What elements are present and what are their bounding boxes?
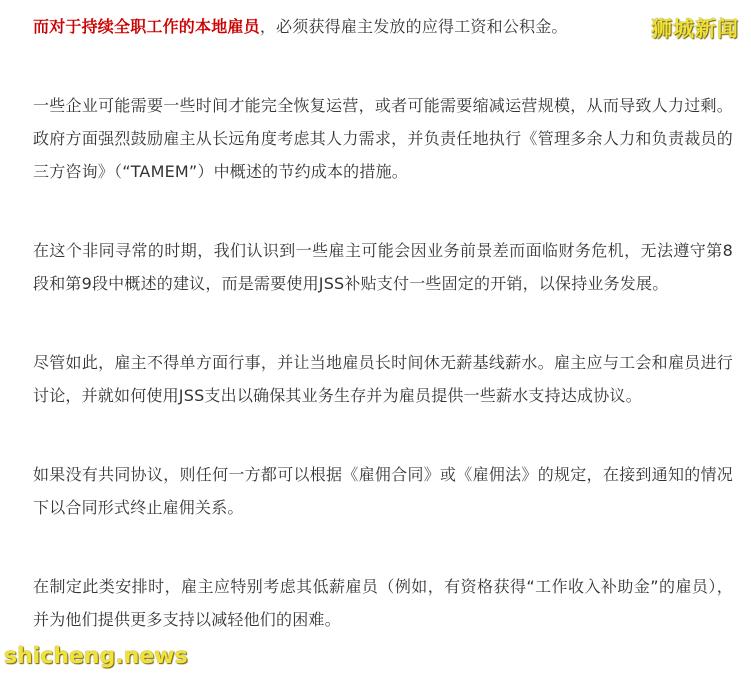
watermark-logo-top: 狮城新闻 <box>651 17 739 41</box>
paragraph-5: 如果没有共同协议，则任何一方都可以根据《雇佣合同》或《雇佣法》的规定，在接到通知的情况下以合同形式终止雇佣关系。 <box>33 465 733 517</box>
paragraph-1 <box>33 10 733 43</box>
paragraph-1-text: ，必须获得雇主发放的应得工资和公积金。 <box>259 17 568 36</box>
paragraph-6: 在制定此类安排时，雇主应特别考虑其低薪雇员（例如，有资格获得“工作收入补助金”的雇员），并为他们提供更多支持以减轻他们的困难。 <box>33 577 733 629</box>
emphasized-text: 而对于持续全职工作的本地雇员 <box>33 17 260 36</box>
article-body <box>33 10 733 682</box>
paragraph-4: 尽管如此，雇主不得单方面行事，并让当地雇员长时间休无薪基线薪水。雇主应与工会和雇员进行讨论，并就如何使用JSS支出以确保其业务生存并为雇员提供一些薪水支持达成协议。 <box>33 353 733 405</box>
paragraph-3: 在这个非同寻常的时期，我们认识到一些雇主可能会因业务前景差而面临财务危机，无法遵守第8段和第9段中概述的建议，而是需要使用JSS补贴支付一些固定的开销，以保持业务发展。 <box>33 241 733 293</box>
watermark-logo-bottom: shicheng.news <box>4 644 188 669</box>
paragraph-2: 一些企业可能需要一些时间才能完全恢复运营，或者可能需要缩减运营规模，从而导致人力过剩。政府方面强烈鼓励雇主从长远角度考虑其人力需求，并负责任地执行《管理多余人力和负责裁员的三方咨询》（“TAMEM”）中概述的节约成本的措施。 <box>33 96 733 181</box>
